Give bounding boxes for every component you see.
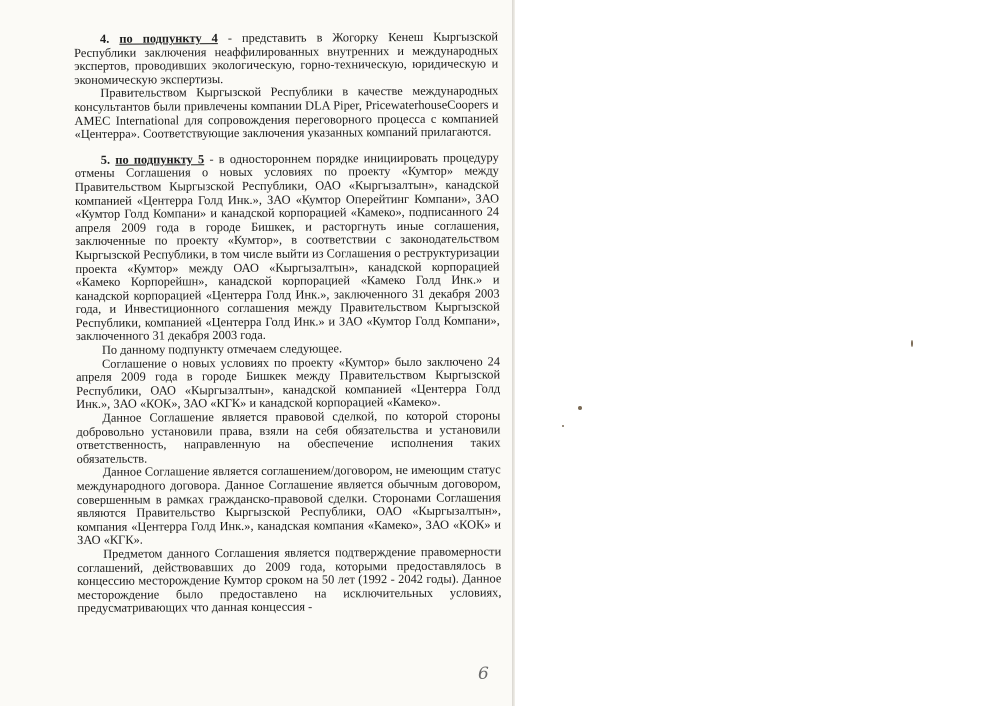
section-4-lead-text: - представить в Жогорку Кенеш Кыргызской Республики заключения неаффилированных внутренних и международных экспертов, проводивших экологическую, горно-техническую, юридическую и экономическую экспертизы. xyxy=(74,29,499,87)
scan-speck xyxy=(578,406,582,410)
section-5-paragraph: По данному подпункту отмечаем следующее. xyxy=(101,341,343,357)
section-5-subpoint: по подпункту 5 xyxy=(115,151,205,167)
section-5-paragraph: Данное Соглашение является соглашением/договором, не имеющим статус международного договора. Данное Соглашение является обычным договором, совершенным в рамках гражданско-правовой сделки. Сторонами Соглашения являются Правительство Кыргызской Республики, ОАО «Кыргызалтын», компания «Центерра Голд Инк.», канадская компания «Камеко», ЗАО «КОК» и ЗАО «КГК». xyxy=(76,462,502,548)
blank-page-right xyxy=(515,0,1000,706)
section-4-number: 4. xyxy=(99,31,110,46)
section-5-paragraph: Предметом данного Соглашения является подтверждение правомерности соглашений, действовавших до 2009 года, которыми предоставлялось в концессию месторождение Кумтор сроком на 50 лет (1992 - 2042 годы). Данное месторождение было предоставлено на исключительных условиях, предусматривающих что данная концессия - xyxy=(77,544,502,616)
section-5-intro xyxy=(75,151,500,344)
section-5-paragraph: Соглашение о новых условиях по проекту «Кумтор» было заключено 24 апреля 2009 года в городе Бишкек между Правительством Кыргызской Республики, ОАО «Кыргызалтын», канадской компанией «Центерра Голд Инк.», ЗАО «КОК», ЗАО «КГК» и канадской корпорацией «Камеко». xyxy=(76,354,501,412)
section-5-number: 5. xyxy=(100,152,111,167)
section-4-paragraph: Правительством Кыргызской Республики в качестве международных консультантов были привлечены компании DLA Piper, PricewaterhouseCoopers и AMEC International для сопровождения переговорного процесса с компанией «Центерра». Соответствующие заключения указанных компаний прилагаются. xyxy=(74,83,499,142)
scan-speck xyxy=(911,340,913,347)
section-5-paragraph: Данное Соглашение является правовой сделкой, по которой стороны добровольно установили права, взяли на себя обязательства и установили ответственность, направленную на обеспечение исполнения таких обязательств. xyxy=(76,408,501,466)
section-4-intro xyxy=(74,30,498,87)
section-5-lead-text: - в одностороннем порядке инициировать процедуру отмены Соглашения о новых условиях по проекту «Кумтор» между Правительством Кыргызской Республики, ОАО «Кыргызалтын», канадской компанией «Центерра Голд Инк.», ЗАО «Кумтор Оперейтинг Компани», ЗАО «Кумтор Голд Компани» и канадской корпорацией «Камеко», подписанного 24 апреля 2009 года в городе Бишкек, и расторгнуть иные соглашения, заключенные по проекту «Кумтор», в соответствии с законодательством Кыргызской Республики, в том числе выйти из Соглашения о реструктуризации проекта «Кумтор» между ОАО «Кыргызалтын», канадской корпорацией «Камеко Корпорейшн», канадской корпорацией «Камеко Голд Инк.» и канадской корпорацией «Центерра Голд Инк.», заключенного 31 декабря 2003 года, и Инвестиционного соглашения между Правительством Кыргызской Республики, компанией «Центерра Голд Инк.» и ЗАО «Кумтор Голд Компани», заключенного 31 декабря 2003 года. xyxy=(74,150,500,344)
document-body xyxy=(74,30,502,616)
handwritten-page-number: 6 xyxy=(478,664,489,684)
scan-speck xyxy=(562,425,564,427)
section-4-subpoint: по подпункту 4 xyxy=(119,31,218,46)
